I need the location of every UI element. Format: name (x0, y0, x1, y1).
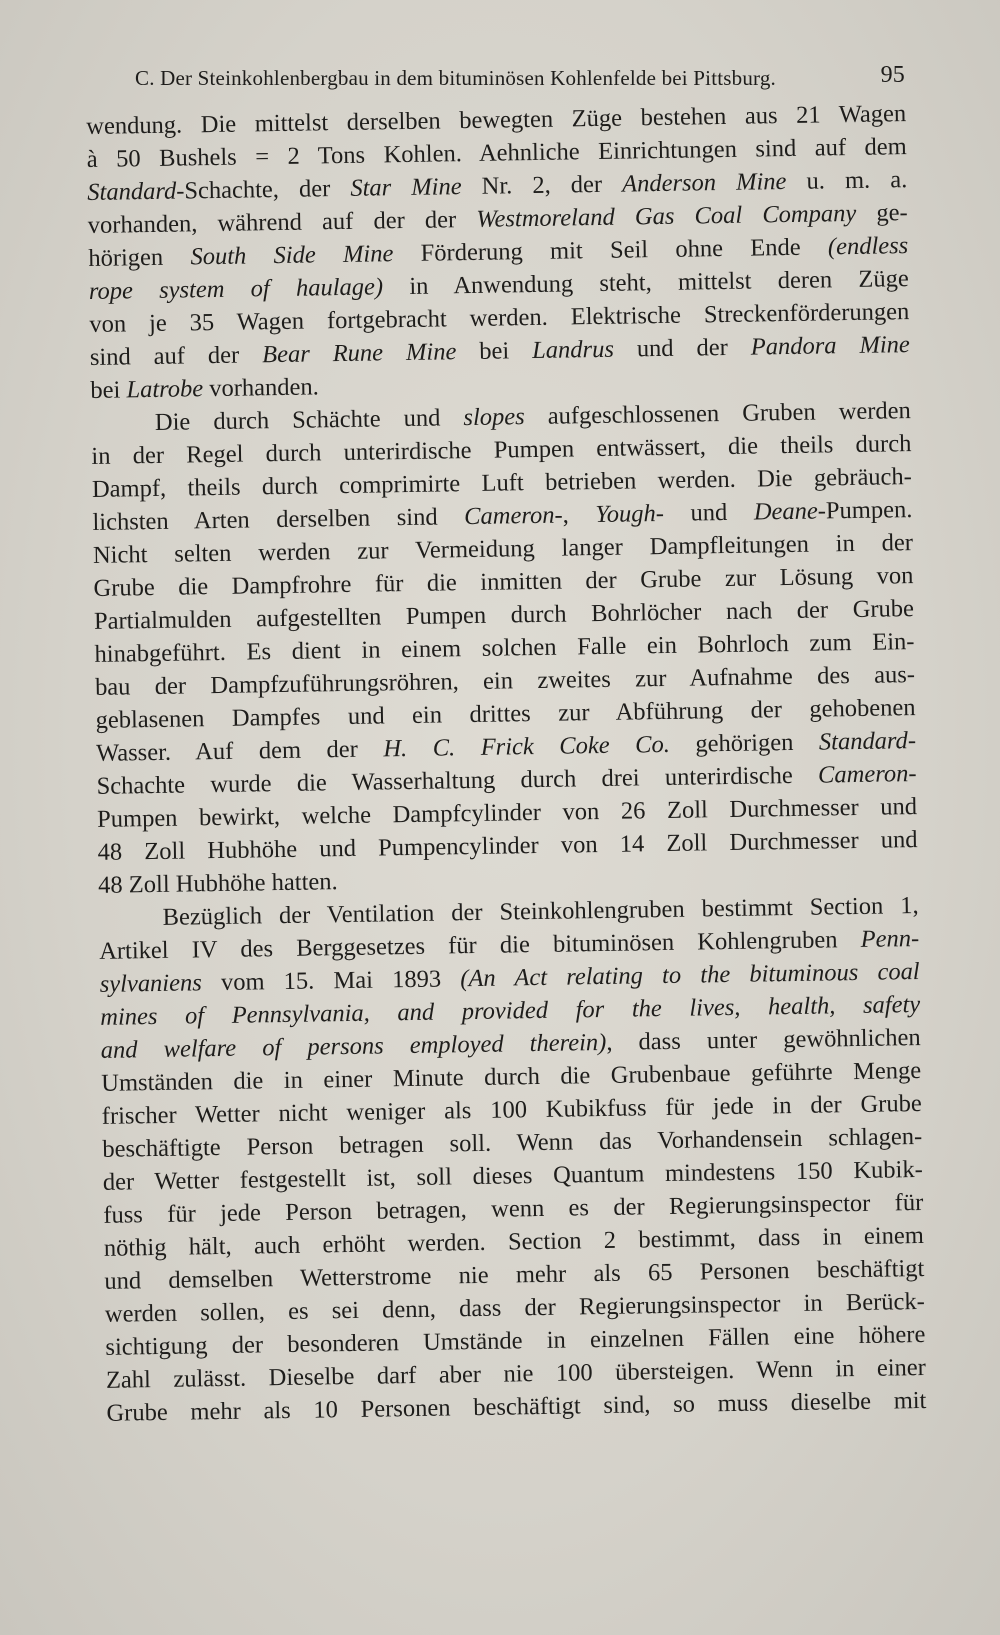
italic-text: Anderson Mine (621, 168, 787, 198)
italic-text: Latrobe (126, 375, 204, 404)
italic-text: Cameron (817, 760, 909, 789)
text-segment: in Anwendung steht, mittelst deren Züge (382, 265, 909, 301)
italic-text: Landrus (531, 335, 615, 365)
text-segment: Partialmulden aufgestellten Pumpen durch Bohrlöcher nach der Grube (93, 595, 915, 635)
text-segment: Umständen die in einer Minute durch die Grubenbaue geführte Menge (101, 1057, 922, 1097)
text-segment: Dampf, theils durch comprimirte Luft betrieben werden. Die gebräuch- (91, 463, 913, 503)
text-segment: bei (456, 337, 533, 366)
text-segment: Bezüglich der Ventilation der Steinkohlengruben bestimmt Section 1, (162, 892, 919, 931)
italic-text: (An Act relating to the bituminous coal (460, 958, 920, 993)
text-segment: - (907, 727, 917, 755)
italic-text: slopes (463, 403, 525, 432)
running-head: C. Der Steinkohlenbergbau in dem bituminösen Kohlenfelde bei Pittsburg. (135, 66, 777, 90)
text-segment: Nicht selten werden zur Vermeidung langer Dampfleitungen in der (92, 529, 914, 569)
text-segment: - (908, 760, 917, 788)
text-segment: , dass unter gewöhnlichen (606, 1024, 921, 1056)
italic-text: South Side Mine (190, 240, 394, 271)
italic-text: Penn- (860, 925, 920, 953)
italic-text: and welfare of persons employed therein) (100, 1028, 607, 1064)
italic-text: Yough (595, 500, 656, 529)
italic-text: (endless (827, 232, 909, 261)
text-segment: hinabgeführt. Es dient in einem solchen Falle ein Bohrloch zum Ein- (94, 628, 915, 668)
text-segment: hörigen (88, 243, 191, 272)
text-segment: und der (613, 333, 751, 363)
text-segment: Wasser. Auf dem der (95, 735, 384, 767)
text-segment: beschäftigte Person betragen soll. Wenn das Vorhandensein schlagen- (102, 1122, 923, 1163)
text-segment: Pumpen bewirkt, welche Dampfcylinder von 26 Zoll Durchmesser und (96, 793, 918, 833)
text-segment: geblasenen Dampfes und ein drittes zur Abführung der gehobenen (95, 694, 916, 734)
text-segment: fuss für jede Person betragen, wenn es der Regierungsinspector für (103, 1188, 924, 1229)
text-segment: -Pumpen. (817, 496, 913, 525)
text-segment: bau der Dampfzuführungsröhren, ein zweites zur Aufnahme des aus- (94, 661, 916, 701)
body-text (86, 97, 927, 1430)
text-segment: u. m. a. (786, 166, 908, 196)
italic-text: mines of Pennsylvania, and provided for the lives, health, safety (100, 991, 921, 1031)
text-segment: vom 15. Mai 1893 (201, 965, 461, 997)
text-segment: vorhanden, während auf der der (87, 205, 477, 239)
text-segment: von je 35 Wagen fortgebracht werden. Elektrische Streckenförderungen (89, 298, 910, 338)
text-segment: Nr. 2, der (461, 170, 623, 201)
italic-text: Bear Rune Mine (261, 338, 457, 369)
text-segment: in der Regel durch unterirdische Pumpen entwässert, die theils durch (91, 430, 912, 470)
italic-text: Star Mine (350, 173, 462, 202)
text-segment: vorhanden. (202, 373, 320, 403)
italic-text: Westmoreland Gas Coal Company (476, 199, 857, 233)
text-segment: sind auf der (89, 341, 263, 371)
text-segment: aufgeschlossenen Gruben werden (524, 397, 912, 431)
italic-text: Standard (818, 727, 909, 756)
italic-text: rope system of haulage) (88, 273, 384, 305)
text-segment: Artikel IV des Berggesetzes für die bituminösen Kohlengruben (99, 925, 861, 965)
page-number: 95 (880, 62, 905, 88)
italic-text: Pandora Mine (750, 331, 910, 361)
text-segment: frischer Wetter nicht weniger als 100 Kubikfuss für jede in der Grube (101, 1089, 922, 1130)
text-segment: nöthig hält, auch erhöht werden. Section 2 bestimmt, dass in einem (103, 1221, 924, 1262)
text-segment: der Wetter festgestellt ist, soll dieses Quantum mindestens 150 Kubik- (102, 1155, 923, 1196)
text-segment: Zahl zulässt. Dieselbe darf aber nie 100 übersteigen. Wenn in einer (105, 1353, 927, 1394)
text-segment: Die durch Schächte und (154, 404, 464, 436)
italic-text: Deane (753, 497, 818, 526)
text-segment: Förderung mit Seil ohne Ende (393, 233, 829, 268)
text-segment: gehörigen (669, 728, 820, 758)
text-segment: Grube mehr als 10 Personen beschäftigt sind, so muss dieselbe mit (106, 1386, 927, 1427)
italic-text: sylvaniens (99, 969, 202, 998)
text-segment: -, (554, 501, 596, 529)
text-segment: à 50 Bushels = 2 Tons Kohlen. Aehnliche Einrichtungen sind auf dem (86, 133, 907, 173)
text-segment: wendung. Die mittelst derselben bewegten Züge bestehen aus 21 Wagen (86, 100, 907, 140)
text-segment: werden sollen, es sei denn, dass der Regierungsinspector in Berück- (104, 1287, 926, 1328)
text-segment: 48 Zoll Hubhöhe hatten. (97, 868, 338, 899)
text-segment: lichsten Arten derselben sind (92, 503, 465, 536)
text-segment: Grube die Dampfrohre für die inmitten der Grube zur Lösung von (93, 562, 914, 602)
text-segment: Schachte wurde die Wasserhaltung durch drei unterirdische (96, 761, 819, 800)
page-header (135, 62, 905, 96)
italic-text: H. C. Frick Coke Co. (383, 730, 671, 763)
text-segment: und demselben Wetterstrome nie mehr als 65 Personen beschäftigt (104, 1254, 925, 1295)
text-segment: bei (90, 376, 127, 404)
text-segment: ge- (856, 199, 908, 227)
text-segment: 48 Zoll Hubhöhe und Pumpencylinder von 14 Zoll Durchmesser und (97, 826, 918, 866)
text-segment: - und (655, 498, 755, 528)
text-segment: -Schachte, der (176, 174, 351, 205)
text-segment: sichtigung der besonderen Umstände in einzelnen Fällen eine höhere (105, 1320, 926, 1361)
italic-text: Standard (87, 177, 177, 206)
italic-text: Cameron (463, 501, 555, 531)
